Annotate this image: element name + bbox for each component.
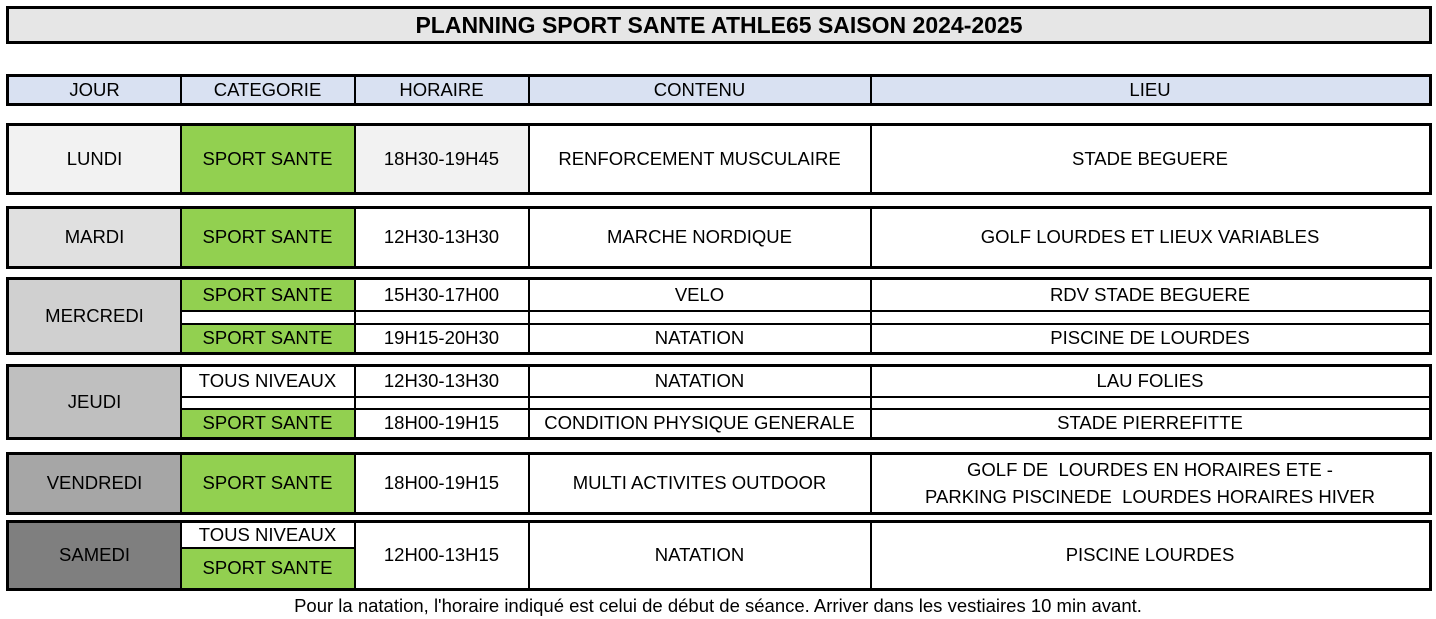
category-cell: TOUS NIVEAUX	[198, 370, 337, 392]
location-cell: STADE BEGUERE	[1072, 147, 1228, 169]
category-cell: SPORT SANTE	[181, 548, 354, 588]
day-label-lundi: LUNDI	[9, 126, 180, 192]
day-label-mercredi: MERCREDI	[9, 280, 180, 352]
location-cell: STADE PIERREFITTE	[1057, 411, 1243, 433]
location-line: GOLF DE LOURDES EN HORAIRES ETE -	[967, 458, 1333, 480]
header-lieu: LIEU	[1129, 78, 1171, 100]
time-cell: 12H30-13H30	[383, 370, 500, 392]
location-cell: LAU FOLIES	[1096, 370, 1204, 392]
footnote: Pour la natation, l'horaire indiqué est celui de début de séance. Arriver dans les vestiaires 10 min avant.	[294, 595, 1142, 616]
content-cell: MARCHE NORDIQUE	[606, 226, 792, 248]
location-cell: GOLF LOURDES ET LIEUX VARIABLES	[980, 226, 1320, 248]
time-cell: 15H30-17H00	[383, 284, 500, 306]
header-contenu: CONTENU	[653, 78, 746, 100]
header-jour: JOUR	[69, 78, 120, 100]
day-label-vendredi: VENDREDI	[9, 455, 180, 512]
content-cell: RENFORCEMENT MUSCULAIRE	[558, 147, 841, 169]
page-title: PLANNING SPORT SANTE ATHLE65 SAISON 2024-2025	[6, 6, 1432, 44]
content-cell: NATATION	[654, 326, 745, 348]
time-cell: 12H00-13H15	[383, 544, 500, 566]
day-label-samedi: SAMEDI	[9, 523, 180, 588]
category-cell: SPORT SANTE	[181, 409, 354, 437]
time-cell: 18H30-19H45	[355, 126, 528, 192]
category-cell: SPORT SANTE	[181, 126, 354, 192]
content-cell: CONDITION PHYSIQUE GENERALE	[544, 411, 855, 433]
location-cell	[871, 455, 1429, 512]
day-block-samedi	[6, 520, 1432, 591]
content-cell: NATATION	[654, 370, 745, 392]
category-cell: SPORT SANTE	[181, 324, 354, 352]
category-cell: SPORT SANTE	[181, 209, 354, 266]
time-cell: 12H30-13H30	[383, 226, 500, 248]
location-line: PARKING PISCINEDE LOURDES HORAIRES HIVER	[925, 485, 1375, 507]
time-cell: 19H15-20H30	[383, 326, 500, 348]
category-cell: TOUS NIVEAUX	[198, 523, 337, 545]
location-cell: PISCINE DE LOURDES	[1050, 326, 1250, 348]
content-cell: NATATION	[654, 544, 745, 566]
content-cell: VELO	[674, 284, 725, 306]
location-cell: PISCINE LOURDES	[1065, 544, 1235, 566]
day-block-lundi	[6, 123, 1432, 195]
day-block-mercredi	[6, 277, 1432, 355]
content-cell: MULTI ACTIVITES OUTDOOR	[572, 472, 827, 494]
day-label-jeudi: JEUDI	[9, 367, 180, 437]
header-categorie: CATEGORIE	[213, 78, 322, 100]
time-cell: 18H00-19H15	[383, 472, 500, 494]
day-label-mardi: MARDI	[9, 209, 180, 266]
day-block-vendredi	[6, 452, 1432, 515]
header-horaire: HORAIRE	[399, 78, 484, 100]
day-block-mardi	[6, 206, 1432, 269]
location-cell: RDV STADE BEGUERE	[1049, 284, 1251, 306]
time-cell: 18H00-19H15	[383, 411, 500, 433]
day-block-jeudi	[6, 364, 1432, 440]
category-cell: SPORT SANTE	[181, 280, 354, 311]
table-header	[6, 74, 1432, 106]
category-cell: SPORT SANTE	[181, 455, 354, 512]
